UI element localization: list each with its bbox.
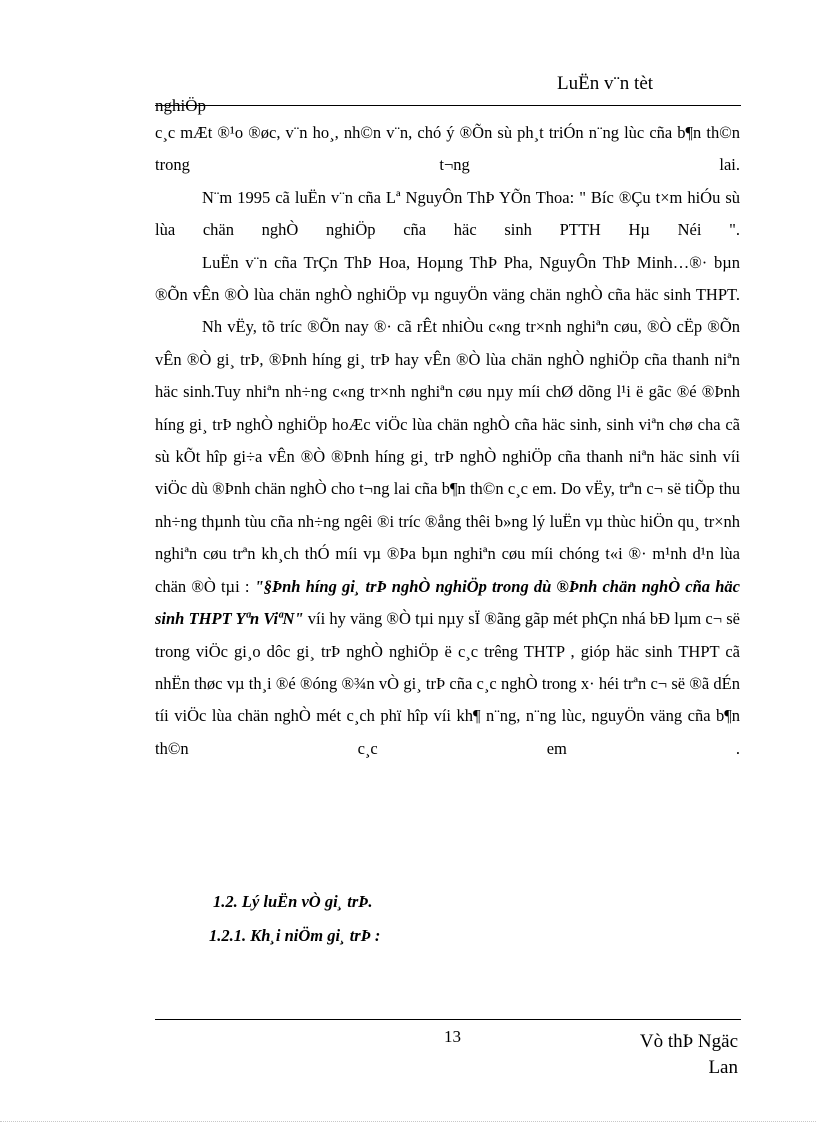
page-number: 13 [444,1027,461,1046]
paragraph-4-text: Nh vËy, tõ tríc ®Õn nay ®· cã rÊt nhiÒu c«ng tr×nh nghiªn cøu, ®Ò cËp ®Õn vÊn ®Ò gi¸ trÞ, ®Þnh híng gi¸ trÞ hay vÊn ®Ò lùa chän nghÒ nghiÖp cña thanh niªn häc sinh.Tuy nhiªn nh÷ng c«ng tr×nh nghiªn cøu nµy míi chØ dõng l¹i ë gãc ®é ®Þnh híng gi¸ trÞ nghÒ nghiÖp hoÆc viÖc lùa chän nghÒ cña häc sinh, sinh viªn chø cha cã sù kÕt hîp gi÷a vÊn ®Ò ®Þnh híng gi¸ trÞ nghÒ nghiÖp cña thanh niªn häc sinh víi viÖc dù ®Þnh chän nghÒ cho t¬ng lai cña b¶n th©n c¸c em. Do vËy, trªn c¬ së tiÕp thu nh÷ng thµnh tùu cña nh÷ng ngêi ®i tríc ®ång thêi b»ng lý luËn vµ thùc hiÖn qu¸ tr×nh nghiªn cøu trªn kh¸ch thÓ míi vµ ®Þa bµn nghiªn cøu míi chóng t«i ®· m¹nh d¹n lùa chän ®Ò tµi : [155,317,740,596]
header-title: LuËn v¨n tèt [557,73,654,94]
section-heading-1-2-1: 1.2.1. Kh¸i niÖm gi¸ trÞ : [209,926,381,945]
paragraph-3: LuËn v¨n cña TrÇn ThÞ Hoa, Hoµng ThÞ Pha, NguyÔn ThÞ Minh…®· bµn ®Õn vÊn ®Ò lùa chän nghÒ nghiÖp vµ nguyÖn väng chän nghÒ cña häc sinh THPT. [155,252,740,305]
document-body [155,117,740,765]
header-rule [155,105,741,106]
paragraph-1: c¸c mÆt ®¹o ®øc, v¨n ho¸, nh©n v¨n, chó ý ®Õn sù ph¸t triÓn n¨ng lùc cña b¶n th©n trong t¬ng lai. [155,123,740,175]
section-heading-1-2: 1.2. Lý luËn vÒ gi¸ trÞ. [213,892,373,911]
paragraph-4-tail: víi hy väng ®Ò tµi nµy sÏ ®ãng gãp mét phÇn nhá bÐ lµm c¬ së trong viÖc gi¸o dôc gi¸ trÞ nghÒ nghiÖp ë c¸c trêng THTP , gióp häc sinh THPT cã nhËn thøc vµ th¸i ®é ®óng ®¾n vÒ gi¸ trÞ cña c¸c nghÒ trong x· héi trªn c¬ së ®ã dÉn tíi viÖc lùa chän nghÒ mét c¸ch phï hîp víi kh¶ n¨ng, n¨ng lùc, nguyÖn väng cña b¶n th©n c¸c em . [155,609,741,758]
author-name: Vò thÞ Ngäc Lan [639,1031,738,1078]
page-edge-dotted-line [0,1121,816,1122]
paragraph-4 [155,311,740,765]
header-title-continuation: nghiÖp [155,96,206,115]
thesis-title: "§Þnh híng gi¸ trÞ nghÒ nghiÖp trong dù ®Þnh chän nghÒ cña häc sinh THPT Yªn ViªN" [155,576,740,629]
paragraph-2: N¨m 1995 cã luËn v¨n cña Lª NguyÔn ThÞ YÕn Thoa: " Bíc ®Çu t×m hiÓu sù lùa chän nghÒ nghiÖp cña häc sinh PTTH Hµ Néi ". [155,187,740,240]
footer-rule [155,1019,741,1020]
